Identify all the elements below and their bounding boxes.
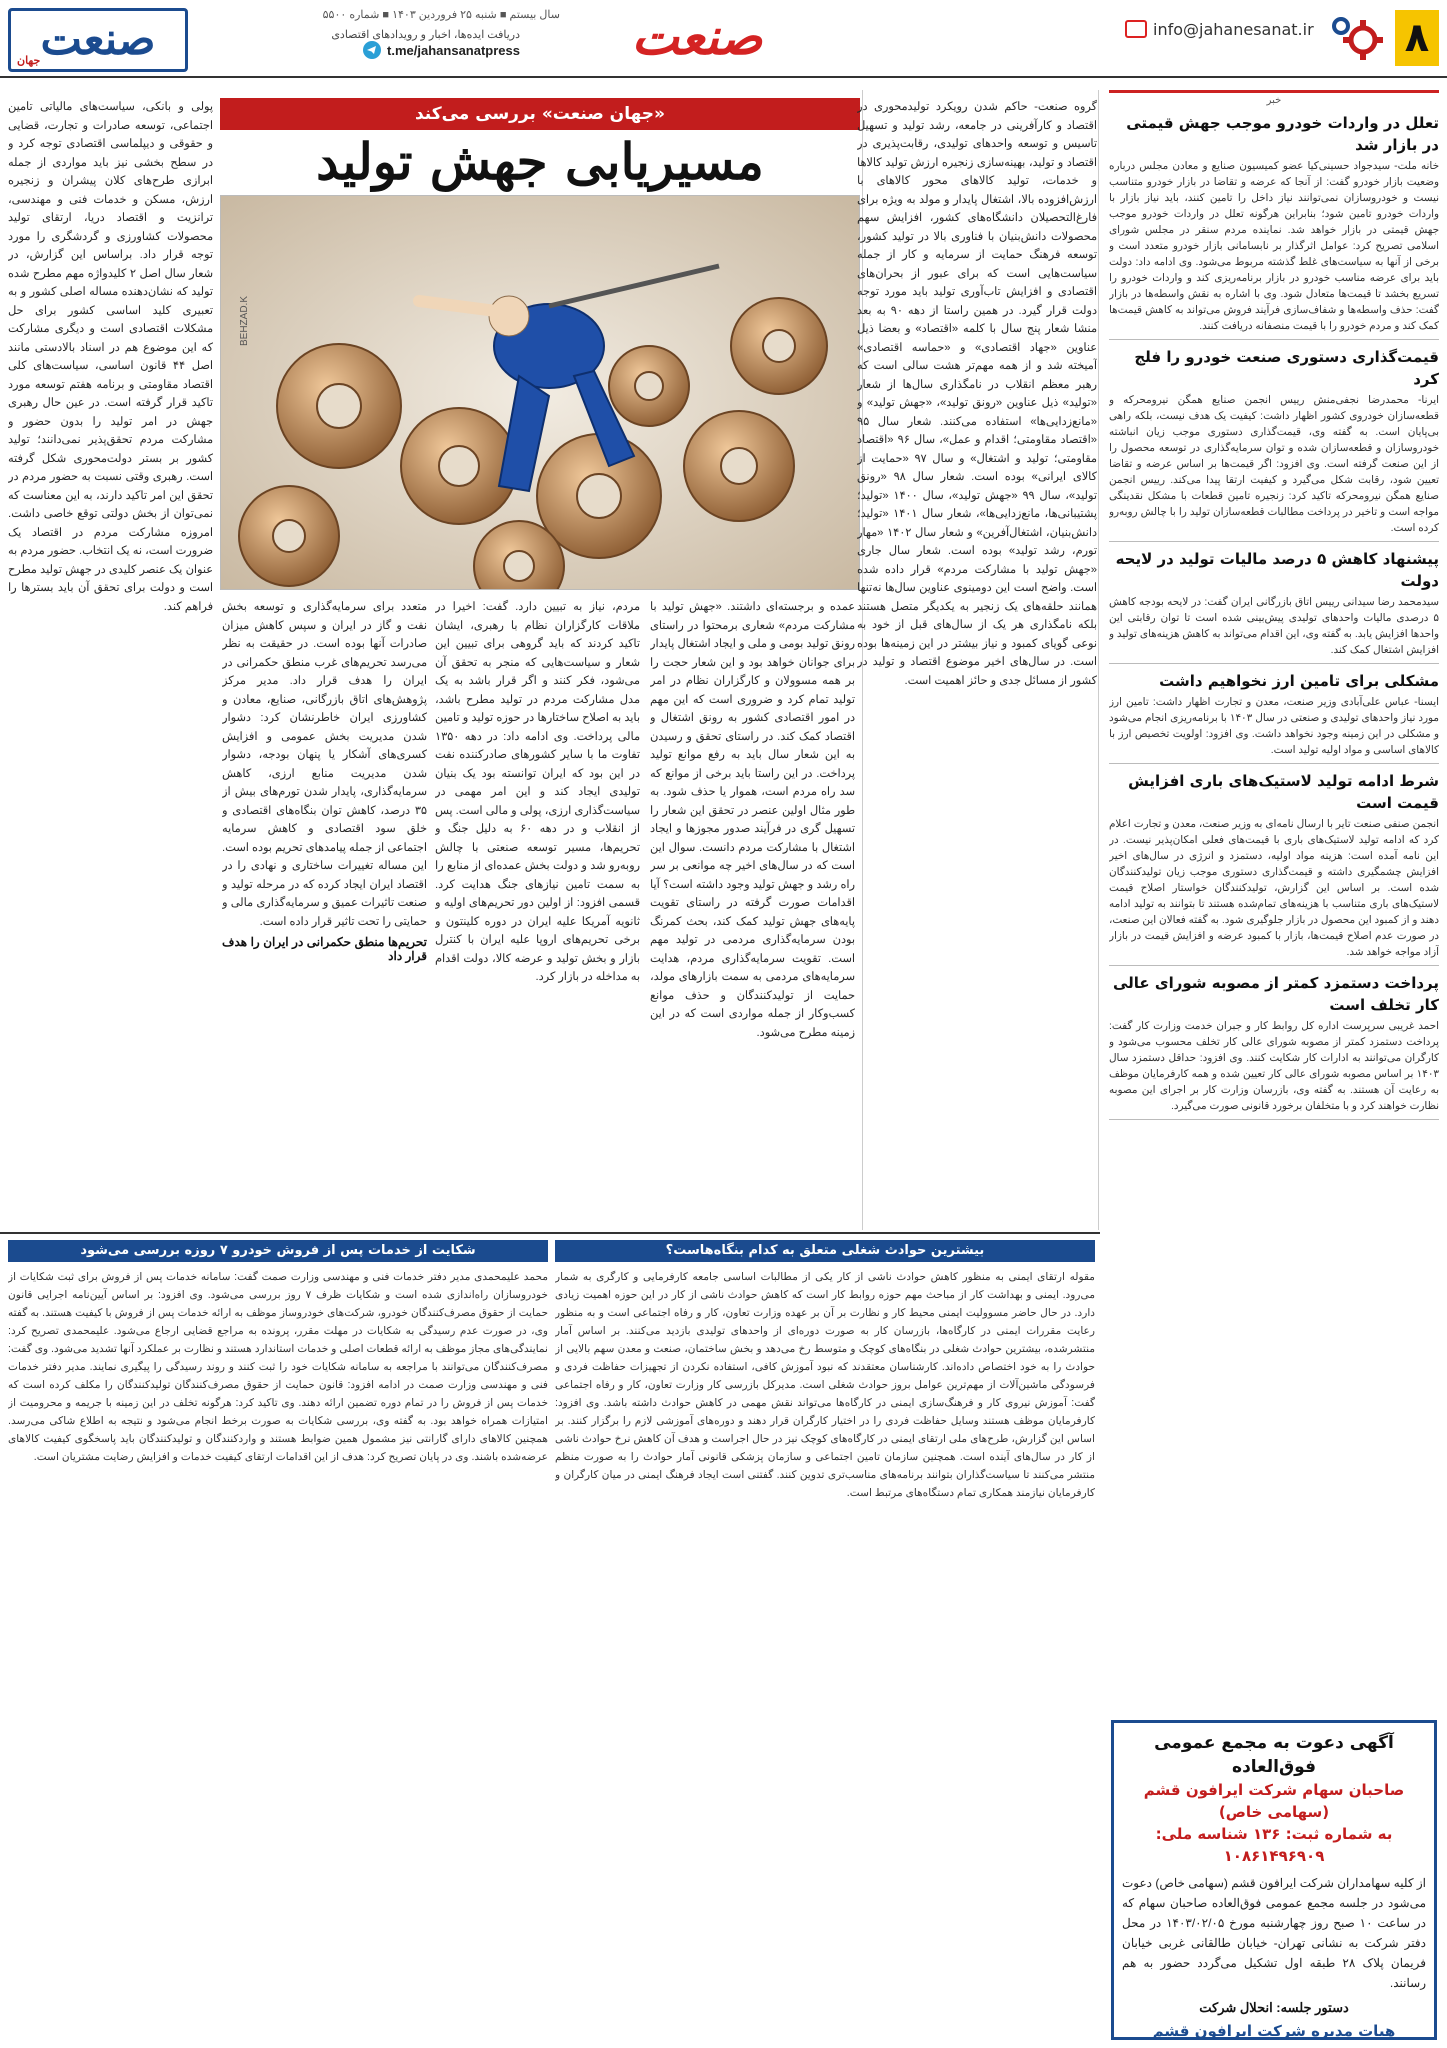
feature-column-edge	[8, 98, 213, 1223]
feature-column-1	[857, 98, 1097, 1223]
page-header	[0, 0, 1447, 78]
ad-agenda: دستور جلسه: انحلال شرکت	[1199, 2000, 1349, 2015]
telegram-link[interactable]: t.me/jahansanatpress	[387, 42, 520, 58]
email-text: info@jahanesanat.ir	[1153, 19, 1314, 39]
news-item	[1109, 548, 1439, 664]
gears-illustration	[220, 196, 859, 590]
feature-paragraph: عمده و برجسته‌ای داشتند. «جهش تولید با مشارکت مردم» شعاری برمحتوا در راستای رونق تولید بومی و ملی و ایجاد اشتغال پایدار برای جوانان خواهد بود و این شعار حجت را بر همه مسوولان و کارگزاران نظام در امر تولید تمام کرد و ضروری است که این مهم در امور اقتصادی کشور به رونق اشتغال و اقتصاد کمک کند. در راستای تحقق و رسیدن به این شعار سال باید به رفع موانع تولید پرداخت. در این راستا باید برخی از موانع که سد راه مردم است، هموار یا حذف شود. به طور مثال اولین عنصر در تحقق این شعار را تسهیل گری در فرآیند صدور مجوزها و ایجاد اشتغال با مشارکت مردم دانست. سوال این است که در سال‌های اخیر چه موانعی بر سر راه رشد و جهش تولید وجود داشته است؟ آیا اقدامات صورت گرفته در راستای تقویت پایه‌های جهش تولید کمک کند، بحث کمرنگ بودن سرمایه‌گذاری مردمی در تولید مهم است. تقویت سرمایه‌گذاری مردم، هدایت سرمایه‌های مردمی به سمت بازارهای مولد، حمایت از تولیدکنندگان و حذف موانع کسب‌وکار از جمله مواردی است که در این زمینه مطرح می‌شود.	[650, 601, 855, 1039]
feature-title: مسیریابی جهش تولید	[316, 132, 764, 191]
news-title[interactable]: قیمت‌گذاری دستوری صنعت خودرو را فلج کرد	[1134, 348, 1439, 388]
news-item	[1109, 346, 1439, 542]
ad-body: از کلیه سهامداران شرکت ایرافون قشم (سهامی خاص) دعوت می‌شود در جلسه مجمع عمومی فوق‌العاده صاحبان سهام که در ساعت ۱۰ صبح روز چهارشنبه مورخ ۱۴۰۳/۰۲/۰۵ در محل دفتر شرکت به نشانی تهران- خیابان طالقانی غربی خیابان فریمان پلاک ۲۸ طبقه اول تشکیل می‌گردد حضور به هم رسانند.	[1121, 1876, 1426, 1990]
email-icon	[1125, 20, 1147, 38]
feature-paragraph: پولی و بانکی، سیاست‌های مالیاتی تامین اجتماعی، توسعه صادرات و تجارت، قضایی و حقوقی و دیپلماسی اقتصادی توجه کرد و در سطح بخشی نیز باید مواردی از جمله ابرازی طرح‌های کلان پیشران و زنجیره ارزش، مسکن و خدمات فنی و مهندسی، ترانزیت و اقتصاد دریا، ارتقای تولید محصولات کشاورزی و گردشگری را مورد توجه قرار داد. براساس این گزارش، در شعار سال اصل ۲ کلیدواژه مهم مطرح شده تولید که نشان‌دهنده مساله اصلی کشور و به تعبیری کلید اساسی کشور برای حل مشکلات اقتصادی است و دیگری مشارکت که این موضوع هم در اسناد بالادستی مانند اصل ۴۴ قانون اساسی، سیاست‌های کلی اقتصاد مقاومتی و برنامه هفتم توسعه مورد تاکید قرار گرفته است. در عین حال رهبری جهش در امر تولید را بدون حضور و مشارکت مردم تحقق‌پذیر نمی‌دانند؛ تولید کشور بر بستر دولت‌محوری شکل گرفته است. رهبری وقتی نسبت به حضور مردم در تحقق این امر تاکید دارند، به این معناست که نمی‌توان از بخش دولتی توقع خاصی داشت. امروزه مشارکت مردم در اقتصاد یک ضرورت است، نه یک انتخاب. حضور مردم به عنوان یک عنصر کلیدی در جهش تولید مطرح است و دولت برای تحقق آن باید بسترها را فراهم کند.	[8, 101, 213, 613]
feature-paragraph: گروه صنعت- حاکم شدن رویکرد تولیدمحوری در اقتصاد و کارآفرینی در جامعه، رشد تولید و تسهیل تاسیس و توسعه واحدهای تولیدی، رقابت‌پذیری در اقتصاد و تولید، بهینه‌سازی زنجیره ارزش تولید کالاها و خدمات، تولید کالاهای محور کالاهای با ارزش‌افزوده بالا، اشتغال پایدار و مولد به ویژه برای فارغ‌التحصیلان دانشگاه‌های کشور، افزایش سهم محصولات دانش‌بنیان با فناوری بالا در تولید کشور، توسعه فرهنگ حمایت از سرمایه و کار از جمله سیاست‌هایی است که برای عبور از بحران‌های اقتصادی و افزایش تاب‌آوری تولید باید مورد توجه دولت قرار گیرد. در همین راستا از دهه ۹۰ به بعد منشا شعار پنج سال با کلمه «اقتصاد» و بعضا ذیل عناوین «جهاد اقتصادی» و «حماسه اقتصادی» آمیخته شد و از همه مهم‌تر هشت سالی است که رهبر معظم انقلاب در نامگذاری سال‌ها از شعار «تولید» ذیل عناوین «رونق تولید»، «جهش تولید» و «مانع‌زدایی‌ها» استفاده می‌کنند. شعار سال ۹۵ «اقتصاد مقاومتی؛ اقدام و عمل»، سال ۹۶ «اقتصاد مقاومتی؛ تولید و اشتغال» و سال ۹۷ «حمایت از کالای ایرانی» بوده است. شعار سال ۹۸ «رونق تولید»، سال ۹۹ «جهش تولید»، سال ۱۴۰۰ «تولید؛ پشتیبانی‌ها، مانع‌زدایی‌ها»، شعار سال ۱۴۰۱ «تولید؛ دانش‌بنیان، اشتغال‌آفرین» و شعار سال ۱۴۰۲ «مهار تورم، رشد تولید» بوده است. شعار سال جاری «جهش تولید با مشارکت مردم» قرار داده شده است. واضح است این دومینوی عناوین سال‌ها نه‌تنها همانند حلقه‌های یک زنجیر به یکدیگر متصل هستند بلکه نامگذاری هر یک از سال‌های قبل از خود به نوعی گویای کمبود و نیاز بیشتر در این زمینه‌ها بوده است. در سال‌های اخیر موضوع اقتصاد و تولید در کشور از مسائل جدی و حائز اهمیت است.	[857, 101, 1097, 687]
news-title[interactable]: تعلل در واردات خودرو موجب جهش قیمتی در بازار شد	[1126, 114, 1439, 154]
column-rule	[1098, 90, 1099, 1230]
feature-paragraph: متعدد برای سرمایه‌گذاری و توسعه بخش نفت و گاز در ایران و سپس کاهش میزان صادرات آنها بوده است. در حقیقت به نظر می‌رسد تحریم‌های غرب منطق حکمرانی در ایران را هدف قرار داد. مدیر مرکز پژوهش‌های اتاق بازرگانی، صنایع، معادن و کشاورزی ایران خاطرنشان کرد: دشوار شدن مدیریت بخش عمومی و افزایش کسری‌های آشکار یا پنهان بودجه، دشوار شدن مدیریت منابع ارزی، کاهش سرمایه‌گذاری، پایدار شدن تورم‌های بیش از ۳۵ درصد، کاهش توان بنگاه‌های اقتصادی و خلق سود اقتصادی و کاهش سرمایه اجتماعی از جمله پیامدهای تحریم بوده است. این مساله تغییرات ساختاری و نهادی را در اقتصاد ایران ایجاد کرده که در مرحله تولید و صنعت تاثیرات عمیق و سرمایه‌گذاری مالی و حمایتی را تحت تاثیر قرار داده است.	[222, 601, 427, 928]
logo-subtext: جهان	[17, 55, 41, 67]
telegram-box[interactable]	[240, 28, 520, 72]
newspaper-logo	[8, 8, 188, 72]
news-title[interactable]: شرط ادامه تولید لاستیک‌های باری افزایش قیمت است	[1128, 772, 1439, 812]
bottom-left-title[interactable]: شکایت از خدمات پس از فروش خودرو ۷ روزه بررسی می‌شود	[8, 1240, 548, 1262]
ad-signature: هیات مدیره شرکت ایرافون قشم	[1152, 2022, 1396, 2040]
ad-subtitle: صاحبان سهام شرکت ایرافون قشم (سهامی خاص)	[1143, 1781, 1405, 1821]
news-body: انجمن صنفی صنعت تایر با ارسال نامه‌ای به وزیر صنعت، معدن و تجارت اعلام کرد که ادامه تولید لاستیک‌های باری با قیمت‌های فعلی امکان‌پذیر نیست. در این نامه آمده است: هزینه مواد اولیه، دستمزد و انرژی در سال‌های اخیر افزایش چشمگیری داشته و قیمت‌گذاری دستوری موجب زیان تولیدکنندگان شده است. بر اساس این گزارش، تولیدکنندگان خواستار اصلاح قیمت لاستیک‌های باری متناسب با هزینه‌های تمام‌شده هستند تا بتوانند به تولید ادامه دهند و از کمبود این محصول در بازار جلوگیری شود. به گفته فعالان این صنعت، در صورت عدم اصلاح قیمت‌ها، بازار با کمبود عرضه و افزایش قیمت در بازار آزاد مواجه خواهد شد.	[1109, 819, 1439, 958]
ad-title: آگهی دعوت به مجمع عمومی فوق‌العاده	[1154, 1733, 1394, 1777]
news-item	[1109, 112, 1439, 340]
news-body: خانه ملت- سیدجواد حسینی‌کیا عضو کمیسیون صنایع و معادن مجلس درباره وضعیت بازار خودرو گفت: از آنجا که عرضه و تقاضا در بازار خودرو متناسب نیست و خودروسازان نمی‌توانند نیاز داخل را تامین کنند، باید نیاز بازار با واردات خودرو تامین شود؛ بنابراین هرگونه تعلل در واردات خودرو موجب جهش قیمتی در بازار خواهد شد. نماینده مردم سنقر در مجلس شورای اسلامی تصریح کرد: عوامل اثرگذار بر نابسامانی بازار خودرو متعدد است و برخی از آنها به سیاست‌های غلط گذشته مربوط می‌شود. وی ادامه داد: دولت باید برای عرضه مناسب خودرو در بازار برنامه‌ریزی کند و واردات خودرو را تسریع بخشد تا قیمت‌ها متعادل شود. وی با اشاره به نقش واسطه‌ها در بازار گفت: حذف واسطه‌ها و شفاف‌سازی فرآیند فروش می‌تواند به کاهش قیمت‌ها کمک کند و مردم خودرو را با قیمت منصفانه دریافت کنند.	[1109, 161, 1439, 332]
news-body: ایرنا- محمدرضا نجفی‌منش رییس انجمن صنایع همگن نیرومحرکه و قطعه‌سازان خودروی کشور اظهار داشت: کیفیت یک هدف نیست، بلکه راهی بی‌پایان است. به گفته وی، قیمت‌گذاری دستوری موجب زیان انباشته خودروسازان و قطعه‌سازان شده و توان سرمایه‌گذاری در توسعه محصول را از این صنعت گرفته است. وی افزود: اگر قیمت‌ها بر اساس عرضه و تقاضا تعیین شود، رقابت شکل می‌گیرد و کیفیت ارتقا پیدا می‌کند. رییس انجمن صنایع همگن نیرومحرکه تاکید کرد: زنجیره تامین قطعات با مشکل نقدینگی مواجه است و تاخیر در پرداخت مطالبات قطعه‌سازان تولید را با چالش روبه‌رو کرده است.	[1109, 395, 1439, 534]
telegram-caption: دریافت ایده‌ها، اخبار و رویدادهای اقتصادی	[331, 29, 520, 41]
news-item	[1109, 972, 1439, 1120]
news-body: احمد غریبی سرپرست اداره کل روابط کار و جبران خدمت وزارت کار گفت: پرداخت دستمزد کمتر از مصوبه شورای عالی کار تخلف محسوب می‌شود و کارگران می‌توانند به ادارات کار شکایت کنند. وی افزود: حداقل دستمزد سال ۱۴۰۳ بر اساس مصوبه شورای عالی کار تعیین شده و همه کارفرمایان موظف به رعایت آن هستند. به گفته وی، بازرسان وزارت کار بر اجرای این مصوبه نظارت خواهند کرد و با متخلفان برخورد قانونی صورت می‌گیرد.	[1109, 1021, 1439, 1112]
issue-line: سال بیستم ■ شنبه ۲۵ فروردین ۱۴۰۳ ■ شماره ۵۵۰۰	[322, 9, 560, 21]
news-title[interactable]: پیشنهاد کاهش ۵ درصد مالیات تولید در لایحه دولت	[1115, 550, 1439, 590]
news-item	[1109, 770, 1439, 966]
news-title[interactable]: مشکلی برای تامین ارز نخواهیم داشت	[1159, 672, 1439, 690]
news-sidebar	[1109, 90, 1439, 1825]
feature-column-2	[650, 598, 855, 1223]
section-title: صنعت	[631, 7, 763, 66]
section-divider	[0, 1232, 1100, 1234]
gear-icon	[1325, 12, 1387, 64]
bottom-right-title[interactable]: بیشترین حوادث شغلی متعلق به کدام بنگاه‌هاست؟	[555, 1240, 1095, 1262]
logo-text: صنعت	[40, 14, 156, 65]
news-body: ایسنا- عباس علی‌آبادی وزیر صنعت، معدن و تجارت اظهار داشت: تامین ارز مورد نیاز واحدهای تولیدی و صنعتی در سال ۱۴۰۳ با برنامه‌ریزی انجام می‌شود و مشکلی در این زمینه وجود نخواهد داشت. وی افزود: اولویت تخصیص ارز با کالاهای اساسی و مواد اولیه تولید است.	[1109, 697, 1439, 756]
ad-registration: به شماره ثبت: ۱۳۶ شناسه ملی: ۱۰۸۶۱۴۹۶۹۰۹	[1155, 1825, 1393, 1865]
ad-box	[1111, 1720, 1437, 2040]
feature-column-3	[435, 598, 640, 1223]
telegram-icon	[363, 41, 381, 59]
news-item	[1109, 670, 1439, 764]
feature-illustration	[220, 195, 860, 590]
feature-paragraph: مردم، نیاز به تبیین دارد. گفت: اخیرا در ملاقات کارگزاران نظام با رهبری، ایشان تاکید کردند که باید گروهی برای تبیین این شعار و سیاست‌هایی که منجر به تحقق آن می‌شود، فکر کنند و اگر قرار باشد به یک مدل مشارکت مردم در تولید مطرح باشد، باید به اصلاح ساختارها در حوزه تولید و تامین مالی پرداخت. وی ادامه داد: در دهه ۱۳۵۰ تفاوت ما با سایر کشورهای صادرکننده نفت در این بود که ایران توانسته بود یک بنیان تولیدی ایجاد کند و این امر مهمی در سیاست‌گذاری ارزی، پولی و مالی است. پس از انقلاب و در دهه ۶۰ به دلیل جنگ و تحریم‌ها، مسیر توسعه صنعتی با چالش روبه‌رو شد و دولت بخش عمده‌ای از منابع را به سمت تامین نیازهای جنگ هدایت کرد. قسمی افزود: از اولین دور تحریم‌های اولیه و ثانویه آمریکا علیه ایران در دوره کلینتون و برخی تحریم‌های اروپا علیه ایران با کنترل بازار و بخش تولید و عرضه کالا، دولت اقدام به مداخله در بازار کرد.	[435, 601, 640, 983]
sidebar-tag: خبر	[1109, 90, 1439, 108]
email-contact[interactable]	[1125, 18, 1315, 40]
page-number: ۸	[1395, 10, 1439, 66]
feature-banner: «جهان صنعت» بررسی می‌کند	[220, 98, 860, 130]
news-body: سیدمحمد رضا سیدانی رییس اتاق بازرگانی ایران گفت: در لایحه بودجه کاهش ۵ درصدی مالیات واحدهای تولیدی پیش‌بینی شده است تا توان رقابتی این واحدها افزایش یابد. به گفته وی، این اقدام می‌تواند به کاهش هزینه‌های تولید و افزایش اشتغال کمک کند.	[1109, 597, 1439, 656]
image-credit: BEHZAD.K	[239, 296, 250, 347]
bottom-right-body: مقوله ارتقای ایمنی به منظور کاهش حوادث ناشی از کار یکی از مطالبات اساسی جامعه کارفرمایی و کارگری به شمار می‌رود. ایمنی و بهداشت کار از مباحث مهم حوزه روابط کار است که کاهش حوادث ناشی از کار در این حوزه اهمیت زیادی دارد. در حال حاضر مسوولیت ایمنی محیط کار و نظارت بر آن بر عهده وزارت تعاون، کار و رفاه اجتماعی است و به منظور رعایت مقررات ایمنی در کارگاه‌ها، بازرسان کار به صورت دوره‌ای از واحدهای تولیدی بازدید می‌کنند. بر اساس آمار منتشرشده، بیشترین حوادث شغلی در بنگاه‌های کوچک و متوسط رخ می‌دهد و بخش ساختمان، صنعت و معدن سهم بالایی از حوادث را به خود اختصاص داده‌اند. کارشناسان معتقدند که نبود آموزش کافی، استفاده نکردن از تجهیزات حفاظت فردی و فرسودگی ماشین‌آلات از مهم‌ترین عوامل بروز حوادث شغلی است. مدیرکل بازرسی کار وزارت تعاون، کار و رفاه اجتماعی گفت: آموزش نیروی کار و فرهنگ‌سازی ایمنی در کارگاه‌ها می‌تواند نقش مهمی در کاهش حوادث داشته باشد. وی افزود: کارفرمایان موظف هستند وسایل حفاظت فردی را در اختیار کارگران قرار دهند و دوره‌های آموزشی لازم را برگزار کنند. بر اساس این گزارش، طرح‌های ملی ارتقای ایمنی در کارگاه‌های کوچک نیز در حال اجراست و هدف آن کاهش نرخ حوادث ناشی از کار در سال‌های آینده است. همچنین سازمان تامین اجتماعی و سازمان پزشکی قانونی آمار حوادث را به صورت منظم منتشر می‌کنند تا سیاست‌گذاران بتوانند برنامه‌های مناسب‌تری تدوین کنند. گفتنی است ایجاد فرهنگ ایمنی در میان کارگران و کارفرمایان نیازمند همکاری تمام دستگاه‌های مرتبط است.	[555, 1271, 1095, 1499]
feature-column-4	[222, 598, 427, 1223]
bottom-left-body: محمد علیمحمدی مدیر دفتر خدمات فنی و مهندسی وزارت صمت گفت: سامانه خدمات پس از فروش برای ثبت شکایات از خودروسازان راه‌اندازی شده است و شکایات ظرف ۷ روز بررسی می‌شود. وی افزود: بر اساس آیین‌نامه اجرایی قانون حمایت از حقوق مصرف‌کنندگان خودرو، شرکت‌های خودروساز موظف به ارائه خدمات پس از فروش با کیفیت هستند. به گفته وی، در صورت عدم رسیدگی به شکایات در مهلت مقرر، پرونده به مراجع قضایی ارجاع می‌شود. علیمحمدی تصریح کرد: نمایندگی‌های مجاز موظف به ارائه قطعات اصلی و خدمات استاندارد هستند و نظارت بر عملکرد آنها تشدید می‌شود. وی گفت: مصرف‌کنندگان می‌توانند با مراجعه به سامانه شکایات خود را ثبت کنند و روند رسیدگی را پیگیری نمایند. مدیر دفتر خدمات فنی و مهندسی وزارت صمت در ادامه افزود: قانون حمایت از حقوق مصرف‌کنندگان تولیدکنندگان را مکلف کرده است که خدمات پس از فروش را در تمام دوره تضمین ارائه دهند. وی تاکید کرد: هرگونه تخلف در این زمینه با جریمه و محرومیت از امتیازات همراه خواهد بود. به گفته وی، بررسی شکایات به صورت برخط انجام می‌شود و نتیجه به اطلاع شاکی می‌رسد. همچنین کالاهای دارای گارانتی نیز مشمول همین ضوابط هستند و وارد‌کنندگان و تولیدکنندگان باید پاسخگوی کیفیت کالاهای عرضه‌شده باشند. وی در پایان تصریح کرد: هدف از این اقدامات ارتقای کیفیت خدمات و افزایش رضایت مشتریان است.	[8, 1271, 548, 1463]
news-title[interactable]: پرداخت دستمزد کمتر از مصوبه شورای عالی کار تخلف است	[1112, 974, 1439, 1014]
feature-subhead: تحریم‌ها منطق حکمرانی در ایران را هدف قرار داد	[222, 935, 427, 963]
